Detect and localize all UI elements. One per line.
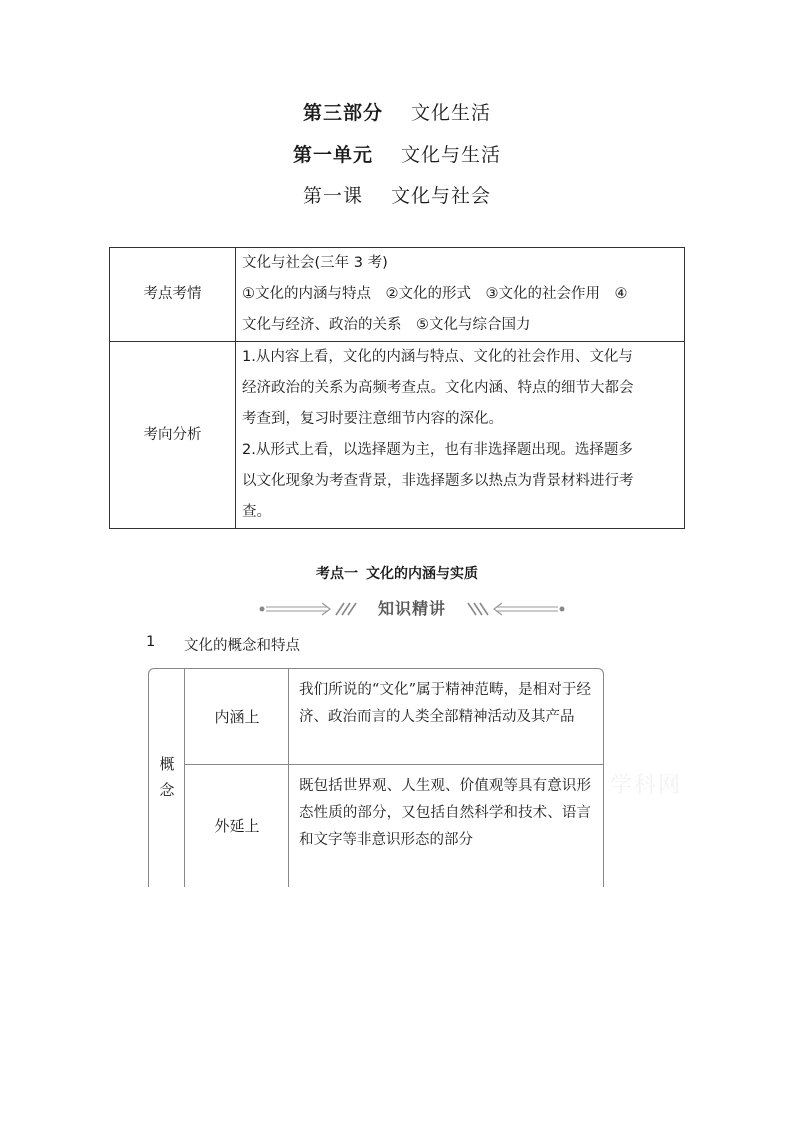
extension-text: 既包括世界观、人生观、价值观等具有意识形态性质的部分，又包括自然科学和技术、语言和文字等非意识形态的部分 — [299, 778, 591, 848]
connotation-text-cell — [289, 669, 603, 765]
connotation-label: 内涵上 — [214, 708, 260, 726]
analysis-row1-line: 文化与社会(三年 3 考) — [242, 255, 388, 271]
item-number: 1 — [146, 634, 156, 650]
concept-label-cell — [149, 669, 185, 887]
part-title — [0, 98, 794, 125]
analysis-row1-line: ①文化的内涵与特点 ②文化的形式 ③文化的社会作用 ④ — [242, 286, 628, 302]
unit-label: 第一单元 — [292, 144, 373, 166]
analysis-row2-line: 考查到，复习时要注意细节内容的深化。 — [242, 411, 503, 427]
lesson-label: 第一课 — [302, 185, 363, 207]
concept-char: 念 — [159, 781, 175, 799]
connotation-label-cell — [185, 669, 289, 765]
part-label: 第三部分 — [302, 102, 383, 124]
lesson-name: 文化与社会 — [391, 185, 492, 207]
connotation-text: 我们所说的“文化”属于精神范畴，是相对于经济、政治而言的人类全部精神活动及其产品 — [299, 682, 591, 725]
unit-name: 文化与生活 — [401, 144, 502, 166]
analysis-row2-line: 以文化现象为考查背景，非选择题多以热点为背景材料进行考 — [242, 473, 634, 489]
unit-title — [0, 140, 794, 167]
knowledge-banner — [258, 595, 566, 621]
watermark: 学科网 — [610, 773, 683, 798]
analysis-row2-line: 2.从形式上看，以选择题为主，也有非选择题出现。选择题多 — [242, 442, 633, 458]
analysis-row2-line: 1.从内容上看，文化的内涵与特点、文化的社会作用、文化与 — [242, 349, 633, 365]
section-label: 考点一 — [316, 566, 358, 582]
section-name: 文化的内涵与实质 — [366, 566, 478, 582]
analysis-row-exam-points — [110, 248, 685, 342]
extension-text-cell — [289, 765, 603, 887]
section-title — [0, 563, 794, 583]
analysis-row1-label: 考点考情 — [110, 248, 236, 342]
analysis-row2-line: 查。 — [242, 504, 271, 520]
banner-text: 知识精讲 — [377, 599, 446, 618]
part-name: 文化生活 — [411, 102, 492, 124]
analysis-row2-label: 考向分析 — [110, 342, 236, 529]
analysis-row1-line: 文化与经济、政治的关系 ⑤文化与综合国力 — [242, 317, 531, 333]
item-heading: 文化的概念和特点 — [184, 638, 300, 654]
concept-table — [148, 668, 604, 887]
analysis-row2-body — [236, 342, 685, 529]
extension-label-cell — [185, 765, 289, 887]
extension-label: 外延上 — [214, 817, 260, 835]
analysis-row-trend — [110, 342, 685, 529]
analysis-table — [109, 247, 685, 529]
analysis-row1-body — [236, 248, 685, 342]
analysis-row2-line: 经济政治的关系为高频考查点。文化内涵、特点的细节大都会 — [242, 380, 634, 396]
concept-label — [149, 751, 185, 803]
concept-char: 概 — [159, 755, 175, 773]
lesson-title — [0, 181, 794, 208]
